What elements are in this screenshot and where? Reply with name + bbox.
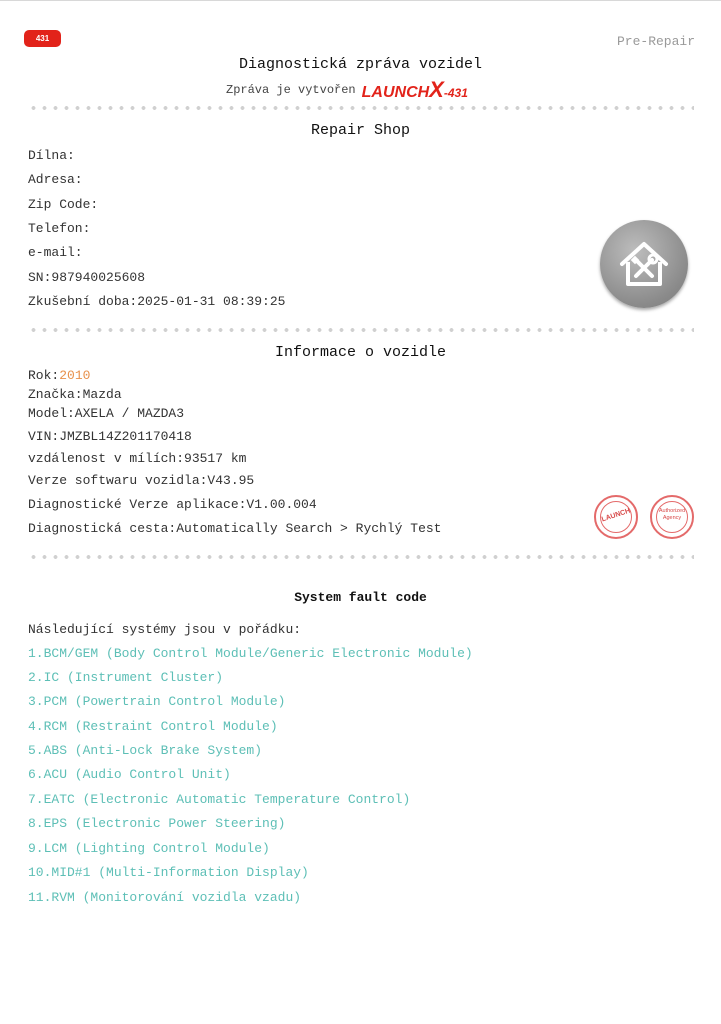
system-item: 3.PCM (Powertrain Control Module) — [28, 694, 286, 709]
system-item: 6.ACU (Audio Control Unit) — [28, 767, 231, 782]
repair-shop-house-tools-icon — [600, 220, 688, 308]
vin-row: VIN:JMZBL14Z201170418 — [28, 429, 192, 444]
report-status: Pre-Repair — [616, 34, 695, 49]
subtitle-text: Zpráva je vytvořen — [226, 83, 356, 97]
fault-code-title: System fault code — [294, 590, 427, 605]
year-label: Rok: — [28, 368, 60, 383]
launch-stamp: LAUNCH — [594, 495, 638, 539]
test-date-row: Zkušební doba:2025-01-31 08:39:25 — [28, 294, 286, 309]
report-subtitle — [226, 77, 468, 103]
shop-zip-row: Zip Code: — [28, 197, 99, 212]
system-item: 11.RVM (Monitorování vozidla vzadu) — [28, 890, 302, 905]
app-badge: 431 — [24, 30, 61, 47]
authorized-agency-stamp: Authorized Agency — [650, 495, 694, 539]
dotted-divider — [28, 327, 694, 333]
year-row — [28, 368, 90, 383]
diagnostic-path-row: Diagnostická cesta:Automatically Search > Rychlý Test — [28, 521, 442, 536]
system-item: 5.ABS (Anti-Lock Brake System) — [28, 743, 263, 758]
system-item: 8.EPS (Electronic Power Steering) — [28, 816, 286, 831]
vehicle-software-row: Verze softwaru vozidla:V43.95 — [28, 473, 255, 488]
mileage-row: vzdálenost v mílích:93517 km — [28, 451, 247, 466]
model-row: Model:AXELA / MAZDA3 — [28, 406, 185, 421]
system-item: 7.EATC (Electronic Automatic Temperature Control) — [28, 792, 411, 807]
system-item: 9.LCM (Lighting Control Module) — [28, 841, 270, 856]
dotted-divider — [28, 554, 694, 560]
report-title: Diagnostická zpráva vozidel — [238, 56, 483, 73]
system-item: 10.MID#1 (Multi-Information Display) — [28, 865, 309, 880]
make-row: Značka:Mazda — [28, 387, 122, 402]
shop-address-row: Adresa: — [28, 172, 83, 187]
dotted-divider — [28, 105, 694, 111]
shop-name-row: Dílna: — [28, 148, 75, 163]
year-value: 2010 — [59, 368, 91, 383]
shop-email-row: e-mail: — [28, 245, 83, 260]
app-version-row: Diagnostické Verze aplikace:V1.00.004 — [28, 497, 317, 512]
top-divider — [0, 0, 721, 1]
system-item: 1.BCM/GEM (Body Control Module/Generic Electronic Module) — [28, 646, 473, 661]
system-item: 4.RCM (Restraint Control Module) — [28, 719, 278, 734]
repair-shop-title: Repair Shop — [310, 122, 411, 139]
launch-logo: LAUNCHX-431 — [361, 77, 468, 102]
shop-phone-row: Telefon: — [28, 221, 91, 236]
serial-number-row: SN:987940025608 — [28, 270, 146, 285]
systems-ok-intro: Následující systémy jsou v pořádku: — [28, 622, 302, 637]
system-item: 2.IC (Instrument Cluster) — [28, 670, 224, 685]
vehicle-info-title: Informace o vozidle — [274, 344, 447, 361]
